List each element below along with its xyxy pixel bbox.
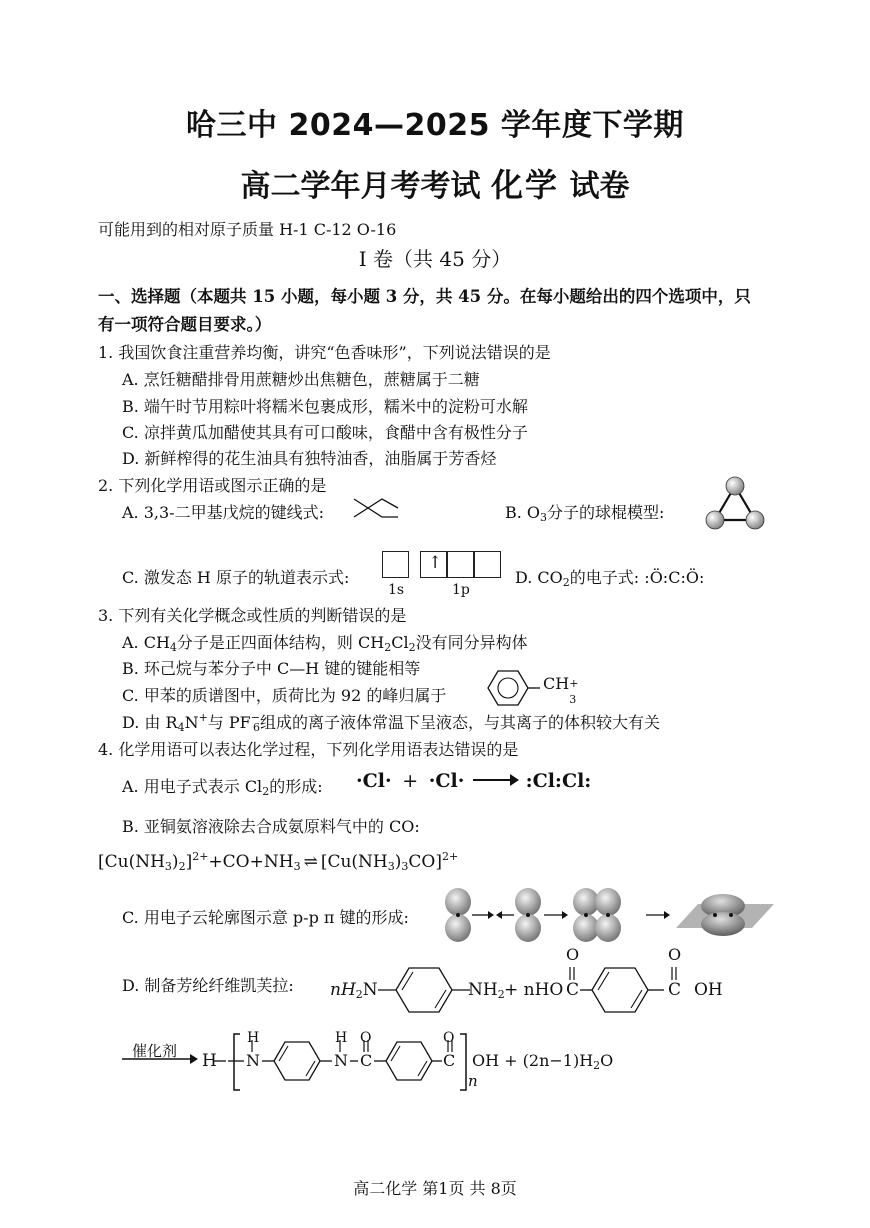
catalyst-label: 催化剂 [132,1042,178,1060]
pi-bond-orbital-diagram [436,884,776,946]
q3-option-b: B. 环己烷与苯分子中 C—H 键的键能相等 [122,659,421,678]
q3-option-c: C. 甲苯的质谱图中，质荷比为 92 的峰归属于 [122,686,447,705]
amide-c-1: C [360,1051,373,1070]
q4-option-d: D. 制备芳纶纤维凯芙拉: [122,976,294,995]
water-sub: 2 [593,1059,601,1072]
equilibrium-arrow-icon: ⇌ [303,852,318,872]
arrow-head-icon [510,774,519,786]
q3-a-sub2: 2 [384,641,392,654]
amide-h-2: H [335,1030,348,1046]
q2-d-prefix: D. CO [515,568,563,587]
q3-d-sup2: − [250,711,260,724]
carbonyl-c-right: C [668,980,682,1000]
q2-option-b [505,500,664,524]
nh2-text: NH [468,980,498,1000]
q1-option-a: A. 烹饪糖醋排骨用蔗糖炒出焦糖色，蔗糖属于二糖 [122,370,480,389]
q2-b-suffix: 分子的球棍模型: [547,503,665,522]
q3-d-sup1: + [198,711,208,724]
eq-right-close: ) [394,852,402,872]
q2-b-prefix: B. O [505,503,541,522]
page-footer: 高二化学 第1页 共 8页 [353,1179,517,1198]
cl-atom-1: ·Cl· [356,770,392,792]
q1-stem: 1. 我国饮食注重营养均衡，讲究“色香味形”，下列说法错误的是 [98,343,551,362]
q4-option-c: C. 用电子云轮廓图示意 p-p π 键的形成: [122,908,409,927]
q4-stem: 4. 化学用语可以表达化学过程，下列化学用语表达错误的是 [98,740,519,759]
cl2-formation-equation [356,770,591,792]
q2-option-a: A. 3,3-二甲基戊烷的键线式: [122,503,324,522]
product-tail [472,1051,613,1072]
q2-option-d [515,565,704,589]
ozone-ball-stick-model [700,474,770,532]
amine-group-right [468,980,505,1001]
orbital-box-1s [382,551,409,578]
eq-mid-sub: 3 [293,860,301,873]
q3-d-text3: 组成的离子液体常温下呈液态，与其离子的体积较大有关 [259,713,660,732]
ch3-subscript: 3 [569,693,577,706]
q4-option-b: B. 亚铜氨溶液除去合成氨原料气中的 CO: [122,817,420,836]
carbonyl-o-right: O [668,945,682,964]
plus-sign: + [402,770,419,792]
title-grade: 高二学年月考考试 [240,169,481,204]
terephthalic-prefix: + nHO [504,980,564,1000]
q2-d-suffix: 的电子式: [569,568,640,587]
title-paper: 试卷 [569,169,630,204]
q3-d-sub1: 4 [177,721,185,734]
amine-n-text: N [362,980,378,1000]
orbital-box-1p-3 [474,551,501,578]
q3-a-text3: Cl [391,633,409,652]
q2-b-subscript: 3 [540,511,548,524]
co2-electron-formula: :Ö:C:Ö: [644,568,705,587]
title-subject: 化学 [490,166,559,204]
carbonyl-c-left: C [566,980,580,1000]
q3-option-a [122,630,528,654]
section-title-line2: 有一项符合题目要求。） [98,315,272,334]
carbonyl-o-left: O [566,945,580,964]
product-tail-text: OH + (2n−1)H [472,1051,594,1070]
orbital-label-1p: 1p [452,582,470,598]
q3-a-text2: 分子是正四面体结构，则 CH [176,633,385,652]
reactant-n [330,980,378,1001]
eq-right-charge: 2+ [441,850,459,863]
q3-a-text4: 没有同分异构体 [415,633,528,652]
reaction-arrow [473,779,517,781]
exam-title-line1: 哈三中 2024—2025 学年度下学期 [186,108,684,143]
amide-n-2: N [334,1051,348,1070]
q4-option-a [122,774,323,798]
q4-a-text2: 的形成: [269,777,323,796]
cl-atom-2: ·Cl· [428,770,465,792]
eq-left-text: [Cu(NH [98,852,165,872]
degree-of-polymerization: n [468,1072,478,1090]
eq-right-sub3: 3 [387,860,395,873]
eq-left-sub3: 3 [164,860,172,873]
part-heading: I 卷（共 45 分） [358,247,512,271]
eq-left-close: ) [171,852,179,872]
hydroxyl-text: OH [694,980,723,1000]
eq-right-text: [Cu(NH [320,852,388,872]
q2-stem: 2. 下列化学用语或图示正确的是 [98,476,327,495]
q1-option-c: C. 凉拌黄瓜加醋使其具有可口酸味，食醋中含有极性分子 [122,423,528,442]
q3-d-n: N [184,713,199,732]
orbital-box-1p-2 [447,551,474,578]
q1-option-d: D. 新鲜榨得的花生油具有独特油香，油脂属于芳香烃 [122,449,497,468]
amide-o-2: O [443,1030,455,1046]
q3-a-sub1: 4 [169,641,177,654]
catalyst-arrow [120,1052,200,1066]
q3-d-text2: 与 PF [207,713,251,732]
methyl-cation-label [543,674,579,706]
amide-n-1: N [246,1051,260,1070]
q4-a-text1: A. 用电子式表示 Cl [122,777,263,796]
q2-d-subscript: 2 [562,576,570,589]
atomic-mass-note: 可能用到的相对原子质量 H-1 C-12 O-16 [98,220,397,239]
q3-stem: 3. 下列有关化学概念或性质的判断错误的是 [98,606,407,625]
h2-sub: 2 [355,988,363,1001]
water-o: O [600,1051,614,1070]
eq-left-bracket: ] [185,852,193,872]
eq-right-co: CO] [408,852,442,872]
eq-right-sub: 3 [401,860,409,873]
q3-d-text1: D. 由 R [122,713,178,732]
diamine-benzene-ring [378,962,470,1018]
exam-title-line2 [0,160,870,206]
q3-a-sub3: 2 [408,641,416,654]
eq-left-charge: 2+ [192,850,209,863]
amide-o-1: O [360,1030,372,1046]
ch3-text: CH [543,674,570,693]
q3-d-sub2: 6 [252,721,260,734]
eq-left-sub2: 2 [178,860,186,873]
orbital-box-1p-1 [420,551,447,578]
product-h-end: H [202,1051,217,1071]
cl2-molecule: :Cl:Cl: [525,770,592,792]
q1-option-b: B. 端午时节用粽叶将糯米包裹成形，糯米中的淀粉可水解 [122,397,528,416]
q4-a-sub: 2 [262,785,270,798]
n-h2n-text: nH [330,980,356,1000]
section-title-line1: 一、选择题（本题共 15 小题，每小题 3 分，共 45 分。在每小题给出的四个选项中，只 [98,287,751,306]
cuprammonium-equation [98,850,458,873]
orbital-label-1s: 1s [388,582,405,598]
q3-option-d [122,710,660,734]
ch3-charge: + [569,677,579,690]
eq-mid-text: +CO+NH [208,852,294,872]
nh2-sub: 2 [497,988,505,1001]
q2-option-c: C. 激发态 H 原子的轨道表示式: [122,568,350,587]
q3-a-text1: A. CH [122,633,170,652]
benzene-ring-diagram [478,665,540,711]
skeletal-formula-diagram [352,495,408,521]
up-arrow-icon: ↑ [428,553,443,573]
amide-c-2: C [443,1051,456,1070]
amide-h-1: H [247,1030,260,1046]
